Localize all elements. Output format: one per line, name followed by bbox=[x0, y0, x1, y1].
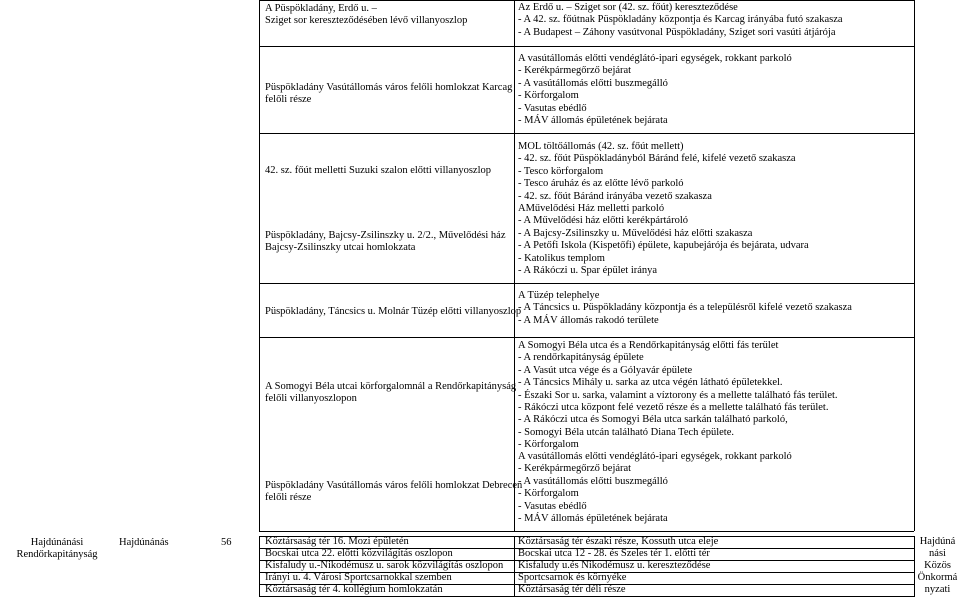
table-border-left bbox=[259, 0, 260, 531]
table-border-bottom bbox=[259, 531, 914, 532]
city-name: Hajdúnánás bbox=[119, 537, 169, 548]
camera-count: 56 bbox=[221, 537, 232, 548]
row-4-coverage: AMűvelődési Ház melletti parkoló - A Művelődési ház előtti kerékpártároló - A Bajcsy-Zsilinszky u. Művelődési ház előtti szakasza - A Petőfi Iskola (Kispetőfi) épülete, kapubejárója és bejárata, udvara - Katolikus templom - A Rákóczi u. Spar épület iránya bbox=[518, 203, 809, 276]
row-5-location: Püspökladány, Táncsics u. Molnár Tüzép előtti villanyoszlop bbox=[265, 306, 522, 317]
row-7-coverage: A vasútállomás előtti vendéglátó-ipari egységek, rokkant parkoló - Kerékpármegőrző bejárat - A vasútállomás előtti buszmegálló - Körforgalom - Vasutas ebédlő - MÁV állomás épületének bejárata bbox=[518, 451, 792, 524]
row-1-coverage: Az Erdő u. – Sziget sor (42. sz. főút) kereszteződése - A 42. sz. főútnak Püspökladány központja és Karcag irányába futó szakasza - A Budapest – Záhony vasútvonal Püspökladány, Sziget sori vasúti átjárója bbox=[518, 2, 843, 38]
table-border-middle bbox=[514, 0, 515, 531]
row-divider-3 bbox=[259, 283, 914, 284]
row-7-location: Püspökladány Vasútállomás város felőli homlokzat Debrecen felőli része bbox=[265, 480, 523, 504]
lower-locations: Köztársaság tér 16. Mozi épületén Bocskai utca 22. előtti közvilágítás oszlopon Kisfaludy u.-Nikodémusz u. sarok közvilágítás oszlopon Irányi u. 4. Városi Sportcsarnokkal szemben Köztársaság tér 4. kollégium homlokzatán bbox=[265, 536, 504, 595]
row-5-coverage: A Tüzép telephelye - A Táncsics u. Püspökladány központja és a településről kifelé vezető szakasza - A MÁV állomás rakodó területe bbox=[518, 290, 852, 326]
row-6-coverage: A Somogyi Béla utca és a Rendőrkapitányság előtti fás terület - A rendőrkapitányság épülete - A Vasút utca vége és a Gólyavár épülete - A Táncsics Mihály u. sarka az utca végén látható épületekkel. - Északi Sor u. sarka, valamint a víztorony és a mellette található fás terület. - Rákóczi utca központ felé vezető része és a mellette található fás terület. - A Rákóczi utca és Somogyi Béla utca sarkán található parkoló, - Somogyi Béla utcán található Diana Tech épülete. - Körforgalom bbox=[518, 340, 838, 451]
row-2-location: Püspökladány Vasútállomás város felőli homlokzat Karcag felőli része bbox=[265, 82, 513, 106]
row-3-coverage: MOL töltőállomás (42. sz. főút mellett) - 42. sz. főút Püspökladányból Báránd felé, kifelé vezető szakasza - Tesco körforgalom - Tesco áruház és az előtte lévő parkoló - 42. sz. főút Báránd irányába vezető szakasza bbox=[518, 141, 796, 202]
row-2-coverage: A vasútállomás előtti vendéglátó-ipari egységek, rokkant parkoló - Kerékpármegőrző bejárat - A vasútállomás előtti buszmegálló - Körforgalom - Vasutas ebédlő - MÁV állomás épületének bejárata bbox=[518, 53, 792, 126]
row-1-location: A Püspökladány, Erdő u. – Sziget sor kereszteződésében lévő villanyoszlop bbox=[265, 3, 468, 27]
row-3-location: 42. sz. főút melletti Suzuki szalon előtti villanyoszlop bbox=[265, 165, 492, 176]
lower-border-middle bbox=[514, 536, 515, 597]
lower-border-right bbox=[914, 536, 915, 597]
lower-coverage: Köztársaság tér északi része, Kossuth utca eleje Bocskai utca 12 - 28. és Szeles tér 1. előtti tér Kisfaludy u.és Nikodémusz u. kereszteződése Sportcsarnok és környéke Köztársaság tér déli része bbox=[518, 536, 719, 595]
row-divider-1 bbox=[259, 46, 914, 47]
row-divider-4 bbox=[259, 337, 914, 338]
row-divider-2 bbox=[259, 133, 914, 134]
table-border-top bbox=[259, 0, 914, 1]
municipality-cell: Hajdúná nási Közös Önkormá nyzati bbox=[917, 536, 958, 595]
row-6-location: A Somogyi Béla utcai körforgalomnál a Rendőrkapitányság felőli villanyoszlopon bbox=[265, 381, 517, 405]
lower-table-bottom bbox=[259, 596, 914, 597]
table-border-right bbox=[914, 0, 915, 531]
police-department: Hajdúnánási Rendőrkapitányság bbox=[16, 537, 98, 561]
lower-border-left bbox=[259, 536, 260, 597]
row-4-location: Püspökladány, Bajcsy-Zsilinszky u. 2/2., Művelődési ház Bajcsy-Zsilinszky utcai homlokzata bbox=[265, 230, 506, 254]
